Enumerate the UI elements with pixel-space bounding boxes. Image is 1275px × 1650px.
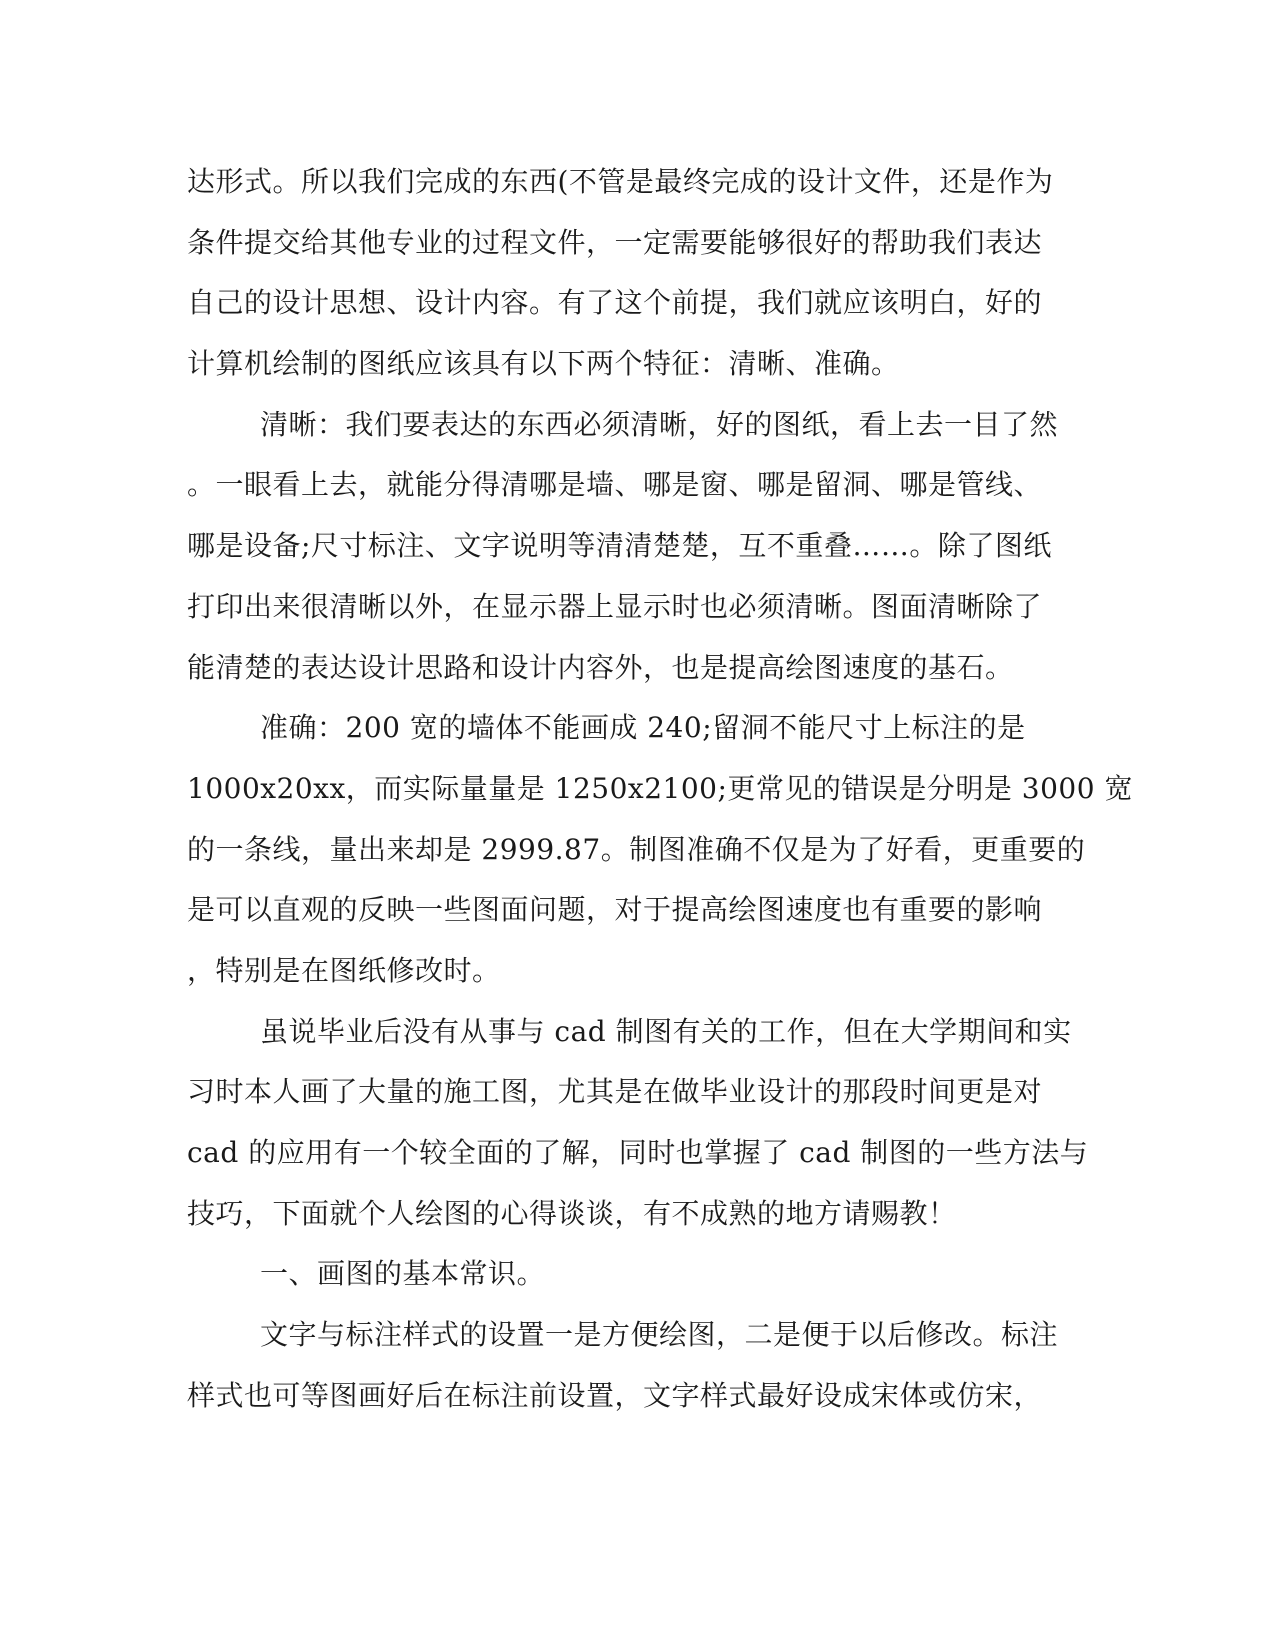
text-line: 能清楚的表达设计思路和设计内容外，也是提高绘图速度的基石。 xyxy=(187,650,1014,684)
text-line: 技巧，下面就个人绘图的心得谈谈，有不成熟的地方请赐教！ xyxy=(187,1196,957,1230)
text-line: 习时本人画了大量的施工图，尤其是在做毕业设计的那段时间更是对 xyxy=(187,1075,1043,1109)
section-heading: 一、画图的基本常识。 xyxy=(260,1257,546,1291)
text-line: 。一眼看上去，就能分得清哪是墙、哪是窗、哪是留洞、哪是管线、 xyxy=(187,468,1043,502)
text-line: 打印出来很清晰以外，在显示器上显示时也必须清晰。图面清晰除了 xyxy=(187,589,1043,623)
text-line: cad 的应用有一个较全面的了解，同时也掌握了 cad 制图的一些方法与 xyxy=(187,1136,1089,1169)
text-line: 哪是设备;尺寸标注、文字说明等清清楚楚，互不重叠……。除了图纸 xyxy=(187,529,1052,563)
text-line: 自己的设计思想、设计内容。有了这个前提，我们就应该明白，好的 xyxy=(187,286,1043,320)
text-line: 样式也可等图画好后在标注前设置，文字样式最好设成宋体或仿宋， xyxy=(187,1378,1043,1412)
body-text xyxy=(187,162,1133,1436)
text-line: 条件提交给其他专业的过程文件，一定需要能够很好的帮助我们表达 xyxy=(187,225,1043,259)
text-line: 达形式。所以我们完成的东西(不管是最终完成的设计文件，还是作为 xyxy=(187,165,1054,198)
text-line: 计算机绘制的图纸应该具有以下两个特征：清晰、准确。 xyxy=(187,347,900,381)
paragraph-start-line: 文字与标注样式的设置一是方便绘图，二是便于以后修改。标注 xyxy=(260,1318,1059,1352)
text-line: ，特别是在图纸修改时。 xyxy=(187,953,501,987)
text-line: 是可以直观的反映一些图面问题，对于提高绘图速度也有重要的影响 xyxy=(187,893,1043,927)
text-line: 1000x20xx，而实际量量是 1250x2100;更常见的错误是分明是 3000 宽 xyxy=(187,771,1133,805)
text-line: 的一条线，量出来却是 2999.87。制图准确不仅是为了好看，更重要的 xyxy=(187,832,1086,866)
paragraph-start-line: 清晰：我们要表达的东西必须清晰，好的图纸，看上去一目了然 xyxy=(260,407,1059,441)
paragraph-start-line: 准确：200 宽的墙体不能画成 240;留洞不能尺寸上标注的是 xyxy=(260,711,1026,745)
paragraph-start-line: 虽说毕业后没有从事与 cad 制图有关的工作，但在大学期间和实 xyxy=(260,1014,1072,1048)
